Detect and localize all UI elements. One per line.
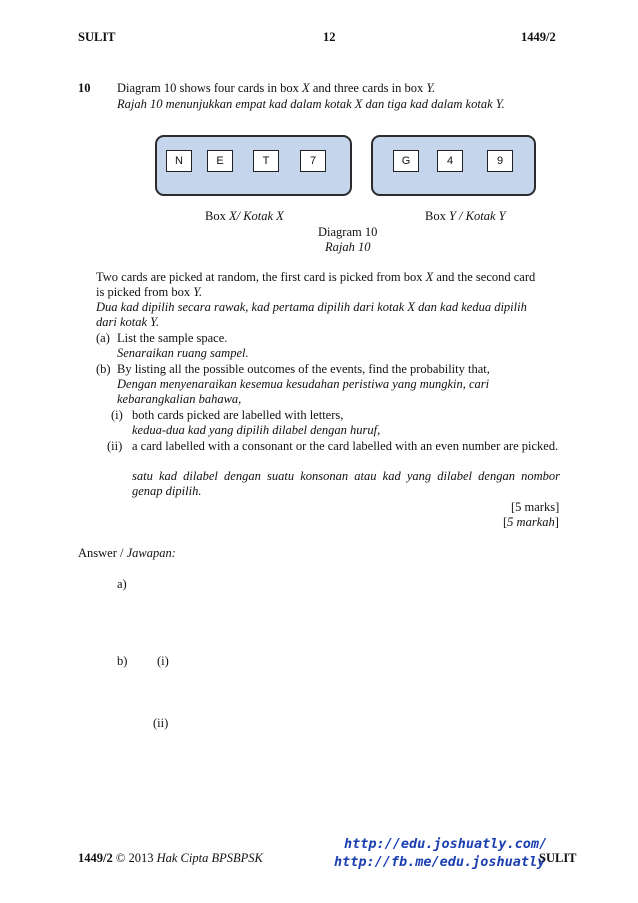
box-x-label: Box X/ Kotak X (205, 209, 284, 223)
question-number: 10 (78, 81, 91, 95)
box-y-label: Box Y / Kotak Y (425, 209, 506, 223)
part-b-i-malay: kedua-dua kad yang dipilih dilabel dengan huruf, (132, 423, 381, 437)
card-t: T (253, 150, 279, 172)
answer-b-label: b) (117, 654, 128, 668)
card-7: 7 (300, 150, 326, 172)
part-b-i-label: (i) (111, 408, 123, 422)
part-a-english: List the sample space. (117, 331, 228, 345)
part-b-english: By listing all the possible outcomes of the events, find the probability that, (117, 362, 490, 376)
footer-right: SULIT (539, 851, 577, 865)
part-b-label: (b) (96, 362, 111, 376)
part-b-ii-malay: satu kad dilabel dengan suatu konsonan atau kad yang dilabel dengan nombor genap dipilih. (132, 469, 560, 498)
header-left: SULIT (78, 30, 116, 44)
page-number: 12 (323, 30, 336, 44)
paragraph-line-1: Two cards are picked at random, the first card is picked from box X and the second card (96, 270, 536, 284)
diagram-caption: Diagram 10 (318, 225, 378, 239)
paragraph-malay-line-1: Dua kad dipilih secara rawak, kad pertama dipilih dari kotak X dan kad kedua dipilih (96, 300, 527, 314)
part-a-malay: Senaraikan ruang sampel. (117, 346, 249, 360)
part-b-i-english: both cards picked are labelled with letters, (132, 408, 344, 422)
footer-url-2[interactable]: http://fb.me/edu.joshuatly (334, 854, 546, 870)
footer-left: 1449/2 © 2013 Hak Cipta BPSBPSK (78, 851, 263, 865)
header-right: 1449/2 (521, 30, 556, 44)
intro-english: Diagram 10 shows four cards in box X and three cards in box Y. (117, 81, 436, 95)
part-b-ii-label: (ii) (107, 439, 123, 453)
part-a-label: (a) (96, 331, 110, 345)
card-e: E (207, 150, 233, 172)
paragraph-malay-line-2: dari kotak Y. (96, 315, 160, 329)
answer-b-ii-label: (ii) (153, 716, 169, 730)
answer-a-label: a) (117, 577, 127, 591)
answer-b-i-label: (i) (157, 654, 169, 668)
card-g: G (393, 150, 419, 172)
answer-heading: Answer / Jawapan: (78, 546, 176, 560)
intro-malay: Rajah 10 menunjukkan empat kad dalam kotak X dan tiga kad dalam kotak Y. (117, 97, 505, 111)
marks-english: [5 marks] (511, 500, 560, 514)
part-b-malay-line-2: kebarangkalian bahawa, (117, 392, 242, 406)
marks-malay: [5 markah] (503, 515, 559, 529)
card-4: 4 (437, 150, 463, 172)
footer-url-1[interactable]: http://edu.joshuatly.com/ (344, 836, 548, 852)
diagram-caption-malay: Rajah 10 (325, 240, 371, 254)
card-9: 9 (487, 150, 513, 172)
paragraph-line-2: is picked from box Y. (96, 285, 203, 299)
part-b-malay-line-1: Dengan menyenaraikan kesemua kesudahan peristiwa yang mungkin, cari (117, 377, 490, 391)
part-b-ii-english: a card labelled with a consonant or the card labelled with an even number are picked. (132, 439, 559, 453)
card-n: N (166, 150, 192, 172)
